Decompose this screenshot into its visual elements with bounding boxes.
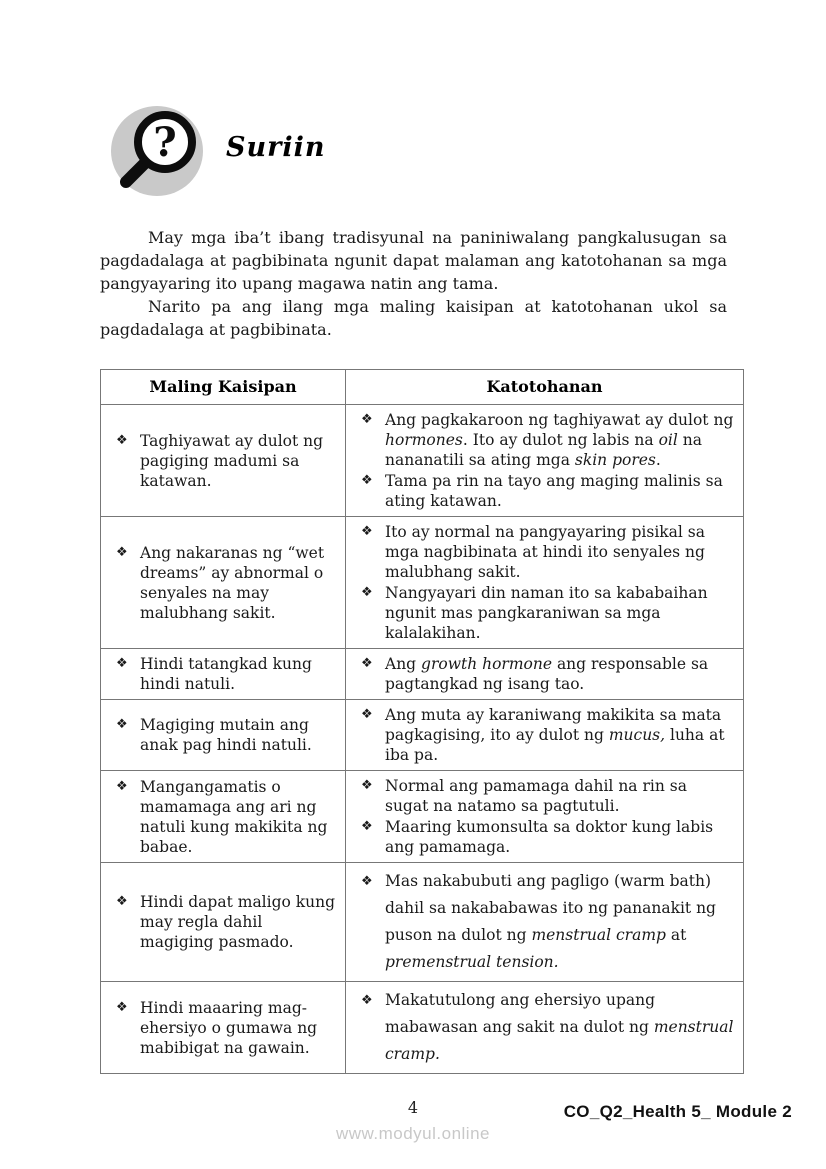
bullet-item [356,868,735,976]
diamond-bullet-icon: ❖ [361,473,373,488]
table-row [101,863,744,982]
bullet-item [111,715,337,755]
table-row [101,649,744,700]
diamond-bullet-icon: ❖ [116,894,128,909]
svg-text:?: ? [153,119,177,166]
bullet-item [356,522,735,582]
magnifier-question-icon [107,100,207,200]
bullet-item [356,987,735,1068]
table-header [101,370,744,405]
fact-cell [346,863,744,982]
bullet-item [356,705,735,765]
bullet-text: Tama pa rin na tayo ang maging malinis sa ating katawan. [385,472,723,510]
column-header-katotohanan: Katotohanan [346,370,744,405]
bullet-text: Ang muta ay karaniwang makikita sa mata pagkagising, ito ay dulot ng mucus, luha at iba pa. [385,706,725,764]
fact-cell [346,649,744,700]
bullet-item [356,410,735,470]
fact-cell [346,517,744,649]
misconceptions-table [100,369,744,1074]
table-body [101,405,744,1074]
fact-cell [346,982,744,1074]
misconception-cell [101,982,346,1074]
watermark: www.modyul.online [335,1124,490,1143]
diamond-bullet-icon: ❖ [361,778,373,793]
diamond-bullet-icon: ❖ [361,656,373,671]
bullet-item [111,654,337,694]
bullet-item [356,776,735,816]
table-row [101,982,744,1074]
bullet-text: Ito ay normal na pangyayaring pisikal sa mga nagbibinata at hindi ito senyales ng malubhang sakit. [385,523,705,581]
module-code: CO_Q2_Health 5_ Module 2 [563,1102,792,1121]
table-row [101,517,744,649]
fact-cell [346,405,744,517]
diamond-bullet-icon: ❖ [116,432,128,448]
bullet-item [356,471,735,511]
diamond-bullet-icon: ❖ [116,999,128,1015]
bullet-item [356,817,735,857]
bullet-text: Hindi tatangkad kung hindi natuli. [140,655,312,693]
table-row [101,771,744,863]
bullet-item [111,998,337,1058]
bullet-text: Maaring kumonsulta sa doktor kung labis ang pamamaga. [385,818,714,856]
bullet-text: Ang nakaranas ng “wet dreams” ay abnormal o senyales na may malubhang sakit. [140,543,325,622]
bullet-item [356,583,735,643]
bullet-text: Hindi dapat maligo kung may regla dahil magiging pasmado. [140,893,336,951]
misconception-cell [101,771,346,863]
bullet-item [111,431,337,491]
misconception-cell [101,700,346,771]
content-area [100,226,734,1074]
diamond-bullet-icon: ❖ [361,819,373,834]
bullet-text: Ang growth hormone ang responsable sa pagtangkad ng isang tao. [385,655,709,693]
misconception-cell [101,405,346,517]
bullet-text: Nangyayari din naman ito sa kababaihan ngunit mas pangkaraniwan sa mga kalalakihan. [385,584,708,642]
bullet-item [111,543,337,623]
misconception-cell [101,863,346,982]
diamond-bullet-icon: ❖ [116,778,128,794]
table-row [101,700,744,771]
intro-paragraph-1: May mga iba’t ibang tradisyunal na paniniwalang pangkalusugan sa pagdadalaga at pagbibinata ngunit dapat malaman ang katotohanan sa mga pangyayaring ito upang magawa natin ang tama. [100,228,727,293]
bullet-text: Taghiyawat ay dulot ng pagiging madumi sa katawan. [140,431,324,490]
diamond-bullet-icon: ❖ [116,717,128,732]
intro-paragraph-2: Narito pa ang ilang mga maling kaisipan at katotohanan ukol sa pagdadalaga at pagbibinata. [100,297,727,339]
bullet-text: Normal ang pamamaga dahil na rin sa sugat na natamo sa pagtutuli. [385,777,687,815]
diamond-bullet-icon: ❖ [361,707,373,722]
diamond-bullet-icon: ❖ [116,544,128,560]
misconception-cell [101,649,346,700]
bullet-item [356,654,735,694]
table-header-row [101,370,744,405]
diamond-bullet-icon: ❖ [361,524,373,539]
diamond-bullet-icon: ❖ [361,585,373,600]
bullet-text: Magiging mutain ang anak pag hindi natuli. [140,716,312,754]
bullet-text: Ang pagkakaroon ng taghiyawat ay dulot ng hormones. Ito ay dulot ng labis na oil na nananatili sa ating mga skin pores. [385,411,734,469]
fact-cell [346,771,744,863]
column-header-maling-kaisipan: Maling Kaisipan [101,370,346,405]
bullet-text: Makatutulong ang ehersiyo upang mabawasan ang sakit na dulot ng menstrual cramp. [385,991,734,1063]
section-title: Suriin [226,132,326,163]
bullet-text: Mas nakabubuti ang pagligo (warm bath) dahil sa nakababawas ito ng pananakit ng puson na dulot ng menstrual cramp at premenstrual tension. [385,872,716,971]
diamond-bullet-icon: ❖ [361,993,373,1008]
misconception-cell [101,517,346,649]
diamond-bullet-icon: ❖ [361,874,373,889]
bullet-item [111,892,337,952]
bullet-item [111,777,337,857]
magnifier-question-svg [107,100,207,200]
bullet-text: Hindi maaaring mag-ehersiyo o gumawa ng mabibigat na gawain. [140,998,318,1057]
page-number: 4 [407,1098,419,1117]
bullet-text: Mangangamatis o mamamaga ang ari ng natuli kung makikita ng babae. [140,777,328,856]
diamond-bullet-icon: ❖ [361,412,373,427]
diamond-bullet-icon: ❖ [116,656,128,671]
table-row [101,405,744,517]
fact-cell [346,700,744,771]
